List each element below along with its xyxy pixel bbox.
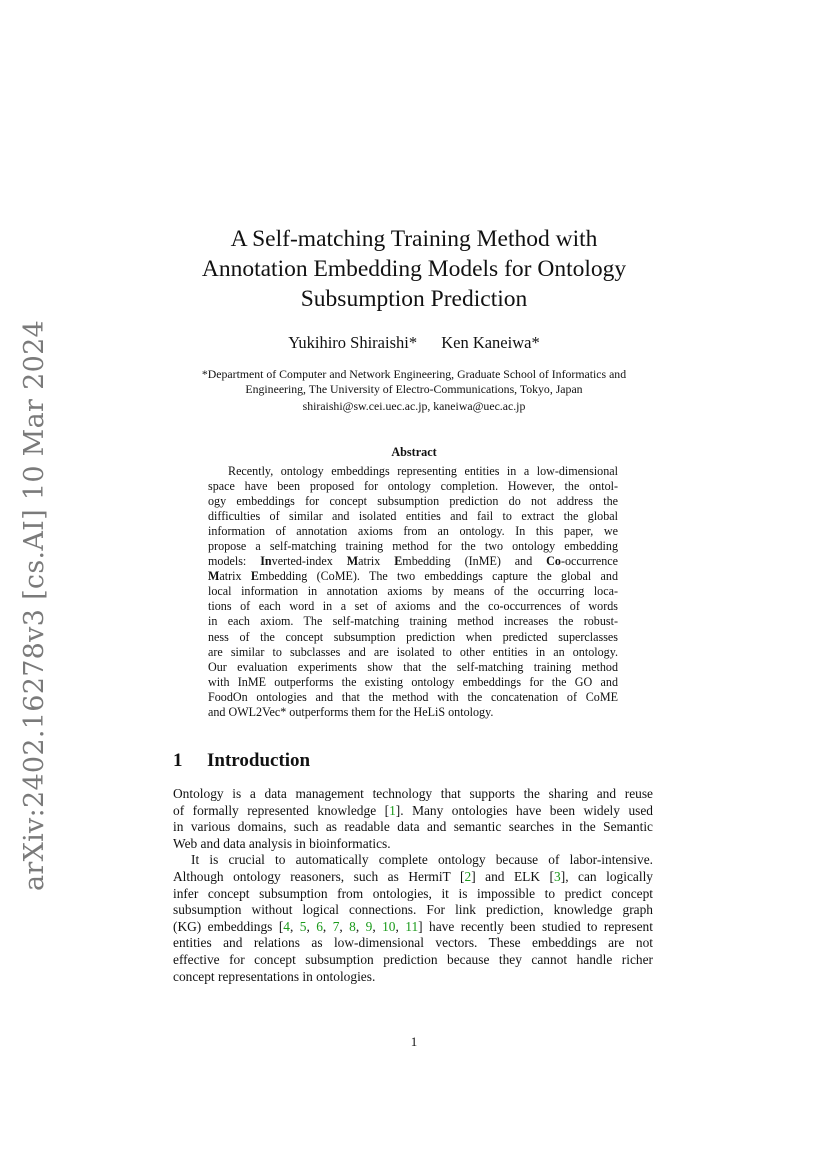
body-line: concept representations in ontologies. <box>173 968 376 984</box>
page-number: 1 <box>410 1034 418 1049</box>
citation-link[interactable]: 9 <box>365 918 373 934</box>
citation-link[interactable]: 2 <box>464 868 472 884</box>
abstract-line: difficulties of similar and isolated entities and fail to extract the global <box>208 509 618 524</box>
citation-link[interactable]: 10 <box>382 918 396 934</box>
paper-title <box>150 224 678 314</box>
body-line: entities and relations as low-dimensional vectors. These embeddings are not <box>173 935 653 951</box>
citation-link[interactable]: 6 <box>316 918 323 934</box>
section-number: 1 <box>173 750 183 771</box>
author-emails: shiraishi@sw.cei.uec.ac.jp, kaneiwa@uec.ac.jp <box>302 399 526 413</box>
body-line: of formally represented knowledge [1]. Many ontologies have been widely used <box>173 802 653 818</box>
affiliation-line: *Department of Computer and Network Engineering, Graduate School of Informatics and <box>201 367 627 381</box>
citation-link[interactable]: 8 <box>349 918 356 934</box>
title-line: Annotation Embedding Models for Ontology <box>201 256 627 282</box>
title-line: A Self-matching Training Method with <box>230 226 598 252</box>
section-heading <box>173 750 310 772</box>
abstract-line: local information in annotation axioms by means of the occurring loca- <box>208 584 618 599</box>
citation-link[interactable]: 11 <box>405 918 419 934</box>
affiliation-line: Engineering, The University of Electro-Communications, Tokyo, Japan <box>245 382 583 396</box>
body-line: Ontology is a data management technology that supports the sharing and reuse <box>173 786 653 801</box>
body-line: Web and data analysis in bioinformatics. <box>173 835 391 851</box>
abstract-line: information of annotation axioms from an ontology. In this paper, we <box>208 524 618 539</box>
abstract-body <box>208 464 618 720</box>
arxiv-identifier-stamp <box>14 319 56 891</box>
arxiv-identifier-text: arXiv:2402.16278v3 [cs.AI] 10 Mar 2024 <box>19 319 51 891</box>
citation-link[interactable]: 1 <box>389 802 396 818</box>
body-line: subsumption without logical connections. For link prediction, knowledge graph <box>173 902 653 918</box>
body-line: in various domains, such as readable data and semantic searches in the Semantic <box>173 819 653 835</box>
citation-link[interactable]: 7 <box>332 918 340 934</box>
abstract-line: models: Inverted-index Matrix Embedding (InME) and Co-occurrence <box>208 554 619 569</box>
introduction-body <box>173 786 653 985</box>
body-line: (KG) embeddings [4, 5, 6, 7, 8, 9, 10, 11] have recently been studied to represent <box>173 918 653 934</box>
body-line: effective for concept subsumption prediction because they cannot handle richer <box>173 951 653 967</box>
abstract-line: tions of each word in a set of axioms and the co-occurrences of words <box>208 599 618 614</box>
affiliation-block <box>170 367 658 414</box>
body-line: infer concept subsumption from ontologies, it is impossible to predict concept <box>173 885 653 901</box>
abstract-line: Our evaluation experiments show that the self-matching training method <box>208 659 618 674</box>
abstract-line: ness of the concept subsumption prediction when predicted superclasses <box>208 629 618 644</box>
abstract-line: ogy embeddings for concept subsumption prediction do not address the <box>208 494 618 509</box>
citation-link[interactable]: 3 <box>554 868 561 884</box>
abstract-line: with InME outperforms the existing ontology embeddings for the GO and <box>208 674 618 689</box>
citation-link[interactable]: 4 <box>283 918 290 934</box>
author-name: Ken Kaneiwa* <box>441 333 540 352</box>
author-list <box>150 333 678 353</box>
body-line: Although ontology reasoners, such as HermiT [2] and ELK [3], can logically <box>173 868 653 884</box>
abstract-line: and OWL2Vec* outperforms them for the HeLiS ontology. <box>208 704 494 719</box>
abstract-line: space have been proposed for ontology completion. However, the ontol- <box>208 479 618 494</box>
section-title: Introduction <box>207 750 311 771</box>
abstract-line: propose a self-matching training method for the two ontology embedding <box>208 539 618 554</box>
citation-link[interactable]: 5 <box>299 918 307 934</box>
abstract-line: in each axiom. The self-matching training method increases the robust- <box>208 614 618 629</box>
abstract-line: Recently, ontology embeddings representing entities in a low-dimensional <box>228 464 618 478</box>
abstract-heading: Abstract <box>391 445 437 459</box>
abstract-line: Matrix Embedding (CoME). The two embeddings capture the global and <box>208 569 619 584</box>
title-line: Subsumption Prediction <box>300 286 528 312</box>
abstract-line: FoodOn ontologies and that the method with the concatenation of CoME <box>208 689 618 704</box>
author-name: Yukihiro Shiraishi* <box>288 333 418 352</box>
abstract-line: are similar to subclasses and are isolated to other entities in an ontology. <box>208 644 618 659</box>
body-line: It is crucial to automatically complete ontology because of labor-intensive. <box>191 852 653 868</box>
